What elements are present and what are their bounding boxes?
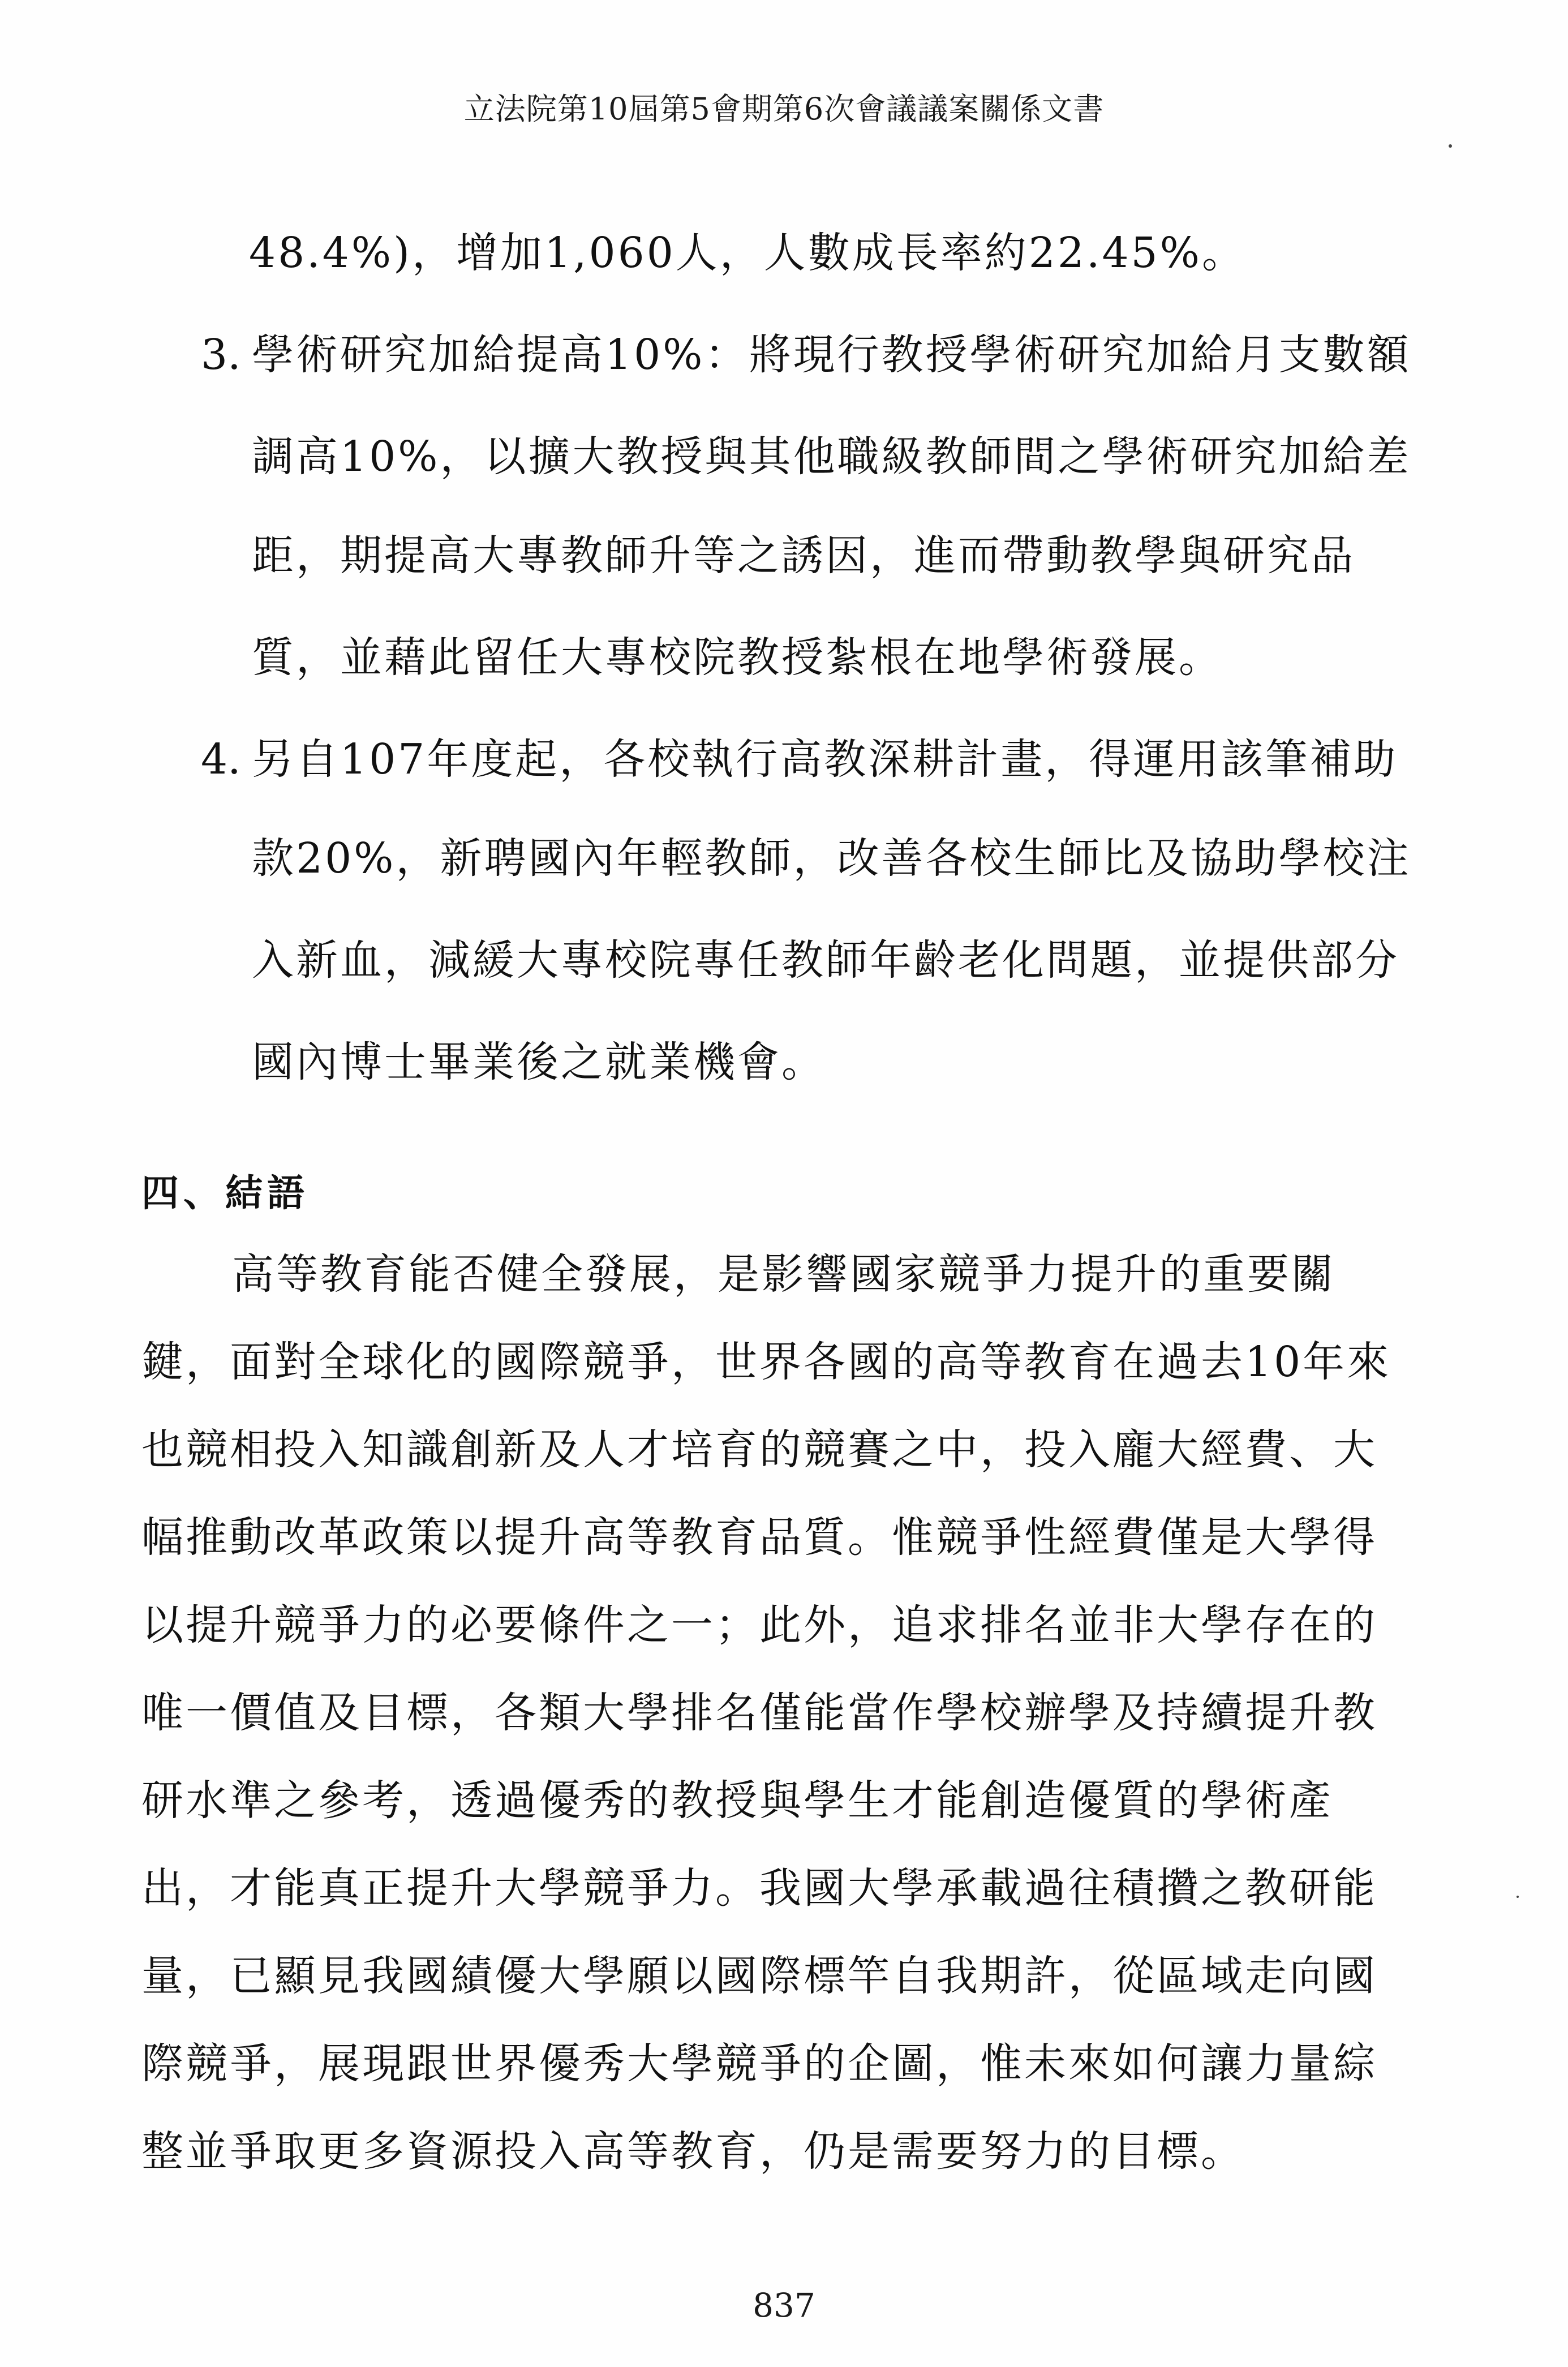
conclusion-line-10: 際競爭，展現跟世界優秀大學競爭的企圖，惟未來如何讓力量綜 [141, 2039, 1377, 2088]
conclusion-line-6: 唯一價值及目標，各類大學排名僅能當作學校辦學及持續提升教 [141, 1689, 1377, 1737]
item-3-line-2: 調高10%，以擴大教授與其他職級教師間之學術研究加給差 [252, 432, 1411, 481]
item-4-number: 4. [201, 735, 241, 784]
item-3-line-4: 質，並藉此留任大專校院教授紮根在地學術發展。 [252, 633, 1223, 682]
conclusion-line-2: 鍵，面對全球化的國際競爭，世界各國的高等教育在過去10年來 [141, 1338, 1391, 1386]
item-4-line-1: 另自107年度起，各校執行高教深耕計畫，得運用該筆補助 [252, 735, 1398, 784]
item-4-line-2: 款20%，新聘國內年輕教師，改善各校生師比及協助學校注 [252, 834, 1411, 883]
scan-speck [1449, 144, 1452, 148]
conclusion-line-7: 研水準之參考，透過優秀的教授與學生才能創造優質的學術產 [141, 1776, 1333, 1825]
conclusion-line-9: 量，已顯見我國績優大學願以國際標竿自我期許，從區域走向國 [141, 1952, 1377, 2000]
conclusion-line-4: 幅推動改革政策以提升高等教育品質。惟競爭性經費僅是大學得 [141, 1513, 1377, 1562]
scan-speck [1517, 1896, 1519, 1898]
item-3-line-3: 距，期提高大專教師升等之誘因，進而帶動教學與研究品 [252, 531, 1355, 580]
continuation-line: 48.4%)，增加1,060人，人數成長率約22.45%。 [249, 229, 1246, 277]
item-4-line-4: 國內博士畢業後之就業機會。 [252, 1038, 826, 1086]
section-title: 四、結語 [141, 1171, 309, 1215]
conclusion-line-5: 以提升競爭力的必要條件之一；此外，追求排名並非大學存在的 [141, 1601, 1377, 1649]
conclusion-line-3: 也競相投入知識創新及人才培育的競賽之中，投入龐大經費、大 [141, 1425, 1377, 1474]
item-3-number: 3. [201, 330, 241, 379]
item-4-line-3: 入新血，減緩大專校院專任教師年齡老化問題，並提供部分 [252, 936, 1399, 985]
conclusion-line-1: 高等教育能否健全發展，是影響國家競爭力提升的重要關 [232, 1250, 1335, 1299]
document-header: 立法院第10屆第5會期第6次會議議案關係文書 [463, 91, 1105, 127]
item-3-line-1: 學術研究加給提高10%：將現行教授學術研究加給月支數額 [252, 330, 1411, 379]
conclusion-line-8: 出，才能真正提升大學競爭力。我國大學承載過往積攢之教研能 [141, 1864, 1377, 1913]
page-number: 837 [753, 2286, 815, 2325]
conclusion-line-11: 整並爭取更多資源投入高等教育，仍是需要努力的目標。 [141, 2127, 1245, 2176]
